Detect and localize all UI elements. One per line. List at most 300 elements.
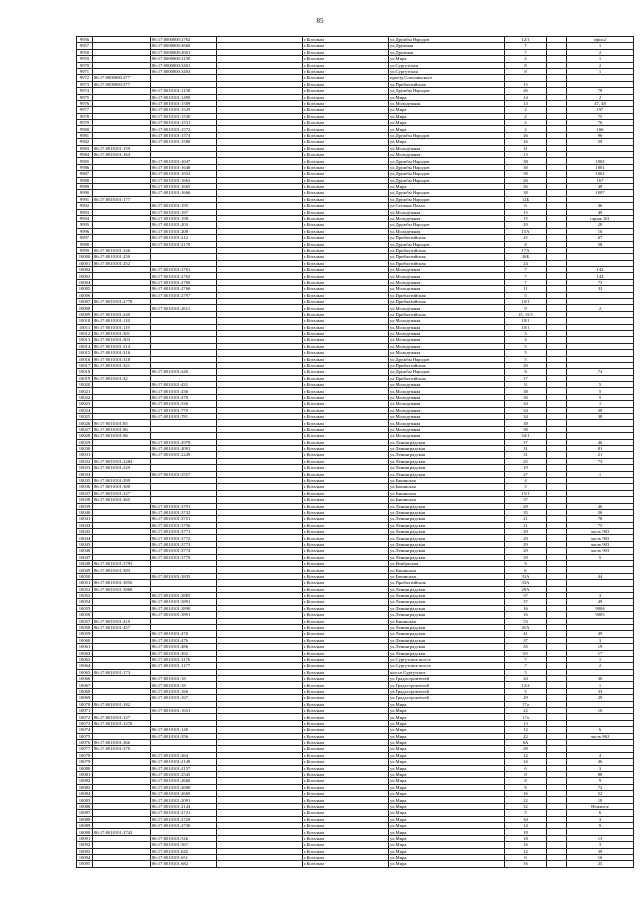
parcel-number-cell: 86:17:0010101:246 [93,247,151,253]
parcel-number-cell: 86:17:0010101:300 [93,484,151,490]
house-cell: 29 [505,503,547,509]
row-number-cell: 10088 [77,816,93,822]
object-number-cell: 86:17:0010101:3779 [151,554,217,560]
premises-cell: 17 [567,650,634,656]
row-number-cell: 10073 [77,720,93,726]
object-number-cell: 86:17:0010101:1666 [151,190,217,196]
street-cell: ул.Прибалтийская [389,299,505,305]
city-cell: г.Когалым [303,465,389,471]
premises-cell: 19 [567,644,634,650]
street-cell: ул.Молодежная [389,343,505,349]
object-number-cell: 86:17:0010101:682 [151,861,217,867]
premises-cell: 29 [567,695,634,701]
object-number-cell: 86:17:0010101:1176 [151,656,217,662]
page-number: 85 [316,17,324,25]
parcel-number-cell: 86:17:0010101:3856 [93,580,151,586]
premises-cell: 1 [567,656,634,662]
premises-cell: 20 [567,222,634,228]
street-cell: ул.Ленинградская [389,586,505,592]
house-cell: 6 [505,855,547,861]
city-cell: г.Когалым [303,401,389,407]
street-cell: ул.Прибалтийская [389,375,505,381]
city-cell: г.Когалым [303,56,389,62]
house-cell: 13 [505,152,547,158]
premises-cell: 46 [567,503,634,509]
street-cell: ул.Мира [389,829,505,835]
row-number-cell: 9988 [77,177,93,183]
row-number-cell: 10012 [77,330,93,336]
city-cell: г.Когалым [303,612,389,618]
premises-cell: гараж 101 [567,215,634,221]
street-cell: ул.Прибалтийская [389,362,505,368]
city-cell: г.Когалым [303,164,389,170]
house-cell: 29А [505,586,547,592]
house-cell: 5 [505,350,547,356]
row-number-cell: 10078 [77,752,93,758]
house-cell: 29 [505,222,547,228]
city-cell: г.Когалым [303,273,389,279]
house-cell: 8 [505,68,547,74]
house-cell: 14 [505,823,547,829]
premises-cell: 144 [567,273,634,279]
street-cell: ул.Молодежная [389,279,505,285]
object-number-cell: 86:17:0000000:3401 [151,62,217,68]
street-cell: ул.Ленинградская [389,535,505,541]
object-number-cell: 86:17:0010101:478 [151,394,217,400]
street-cell: ул.Молодежная [389,433,505,439]
row-number-cell: 10091 [77,835,93,841]
street-cell: ул.Мира [389,784,505,790]
row-number-cell: 10075 [77,733,93,739]
parcel-number-cell: 86:17:0010101:365 [93,497,151,503]
house-cell: 27 [505,471,547,477]
premises-cell: 56 [567,509,634,515]
street-cell: ул.Мира [389,797,505,803]
street-cell: ул.Градостроителей [389,682,505,688]
street-cell: ул.Ленинградская [389,650,505,656]
object-number-cell: 86:17:0010101:2144 [151,803,217,809]
house-cell: 5 [505,484,547,490]
city-cell: г.Когалым [303,803,389,809]
house-cell: 32 [505,803,547,809]
street-cell: ул.Дружбы Народов [389,37,505,43]
city-cell: г.Когалым [303,484,389,490]
row-number-cell: 10042 [77,522,93,528]
house-cell: 37 [505,592,547,598]
city-cell: г.Когалым [303,829,389,835]
row-number-cell: 10092 [77,842,93,848]
row-number-cell: 10015 [77,350,93,356]
city-cell: г.Когалым [303,49,389,55]
city-cell: г.Когалым [303,746,389,752]
row-number-cell: 10017 [77,362,93,368]
city-cell: г.Когалым [303,739,389,745]
premises-cell: 5 [567,382,634,388]
city-cell: г.Когалым [303,81,389,87]
city-cell: г.Когалым [303,580,389,586]
row-number-cell: 10049 [77,567,93,573]
city-cell: г.Когалым [303,663,389,669]
city-cell: г.Когалым [303,88,389,94]
house-cell: 2 [505,56,547,62]
house-cell: 31 [505,145,547,151]
house-cell: 24 [505,260,547,266]
object-number-cell: 86:17:0010101:166 [151,688,217,694]
street-cell: ул.Мира [389,842,505,848]
street-cell: ул.Молодежная [389,267,505,273]
city-cell: г.Когалым [303,120,389,126]
street-cell: ул.Дружбы Народов [389,356,505,362]
row-number-cell: 10033 [77,465,93,471]
street-cell: ул.Сургутское шоссе [389,656,505,662]
parcel-number-cell: 86:17:0010101:3868 [93,586,151,592]
street-cell: ул.Дружбы Народов [389,132,505,138]
house-cell: 37 [505,497,547,503]
object-number-cell: 86:17:0010101:1648 [151,164,217,170]
street-cell: ул.Степана Повха [389,203,505,209]
object-number-cell: 86:17:0010101:3772 [151,535,217,541]
row-number-cell: 10083 [77,784,93,790]
house-cell: 8 [505,369,547,375]
row-number-cell: 9959 [77,56,93,62]
row-number-cell: 10046 [77,548,93,554]
street-cell: ул.Молодежная [389,401,505,407]
parcel-number-cell: 86:17:0010101:370 [93,746,151,752]
object-number-cell: 86:17:0010101:526 [151,835,217,841]
street-cell: ул.Прибалтийская [389,260,505,266]
row-number-cell: 9997 [77,235,93,241]
street-cell: ул.Мира [389,855,505,861]
object-number-cell: 86:17:0010101:567 [151,842,217,848]
street-cell: ул.Молодежная [389,394,505,400]
house-cell: 9 [505,305,547,311]
row-number-cell: 10034 [77,471,93,477]
street-cell: ул.Ленинградская [389,503,505,509]
premises-cell: 13 [567,835,634,841]
object-number-cell: 86:17:0010101:2669 [151,791,217,797]
street-cell: ул.Дружбы Народов [389,164,505,170]
street-cell: ул.Прибалтийская [389,254,505,260]
city-cell: г.Когалым [303,592,389,598]
parcel-number-cell: 86:17:0010101:182 [93,701,151,707]
parcel-number-cell: 86:17:0010101:301 [93,330,151,336]
city-cell: г.Когалым [303,605,389,611]
row-number-cell: 10062 [77,650,93,656]
row-number-cell: 10037 [77,490,93,496]
city-cell: г.Когалым [303,369,389,375]
row-number-cell: 9974 [77,88,93,94]
street-cell: ул.Молодежная [389,145,505,151]
premises-cell: 73 [567,458,634,464]
house-cell: 17а [505,714,547,720]
city-cell: г.Когалым [303,727,389,733]
object-number-cell: 86:17:0010101:264 [151,752,217,758]
premises-cell: 46 [567,203,634,209]
city-cell: г.Когалым [303,477,389,483]
premises-cell: 67 [567,235,634,241]
street-cell: ул.Ленинградская [389,541,505,547]
premises-cell: часть 903 [567,535,634,541]
premises-cell: часть 903 [567,529,634,535]
city-cell: г.Когалым [303,586,389,592]
house-cell: 2 [505,107,547,113]
premises-cell: 9005 [567,612,634,618]
object-number-cell: 86:17:0010101:1580 [151,139,217,145]
house-cell: 2 [505,113,547,119]
house-cell: 3 [505,330,547,336]
city-cell: г.Когалым [303,222,389,228]
object-number-cell: 86:17:0010101:1490 [151,94,217,100]
city-cell: г.Когалым [303,778,389,784]
house-cell: 25 [505,235,547,241]
street-cell: ул.Мира [389,720,505,726]
street-cell: ул.Прибалтийская [389,235,505,241]
house-cell: 16 [505,842,547,848]
row-number-cell: 10047 [77,554,93,560]
row-number-cell: 10080 [77,765,93,771]
street-cell: ул.Градостроителей [389,688,505,694]
street-cell: ул.Мира [389,791,505,797]
row-number-cell: 9984 [77,152,93,158]
street-cell: ул.Мира [389,771,505,777]
city-cell: г.Когалым [303,561,389,567]
row-number-cell: 10025 [77,414,93,420]
row-number-cell: 10052 [77,586,93,592]
premises-cell: 5 [567,394,634,400]
premises-cell: 72 [567,784,634,790]
object-number-cell: 86:17:0010101:1647 [151,158,217,164]
street-cell: ул.Мира [389,848,505,854]
street-cell: ул.Сургутское шоссе [389,663,505,669]
row-number-cell: 10053 [77,592,93,598]
row-number-cell: 10070 [77,701,93,707]
street-cell: ул.Дружбы Народов [389,88,505,94]
city-cell: г.Когалым [303,260,389,266]
street-cell: ул.Мира [389,816,505,822]
row-number-cell: 10057 [77,618,93,624]
house-cell: 12Б [505,196,547,202]
premises-cell: 142 [567,267,634,273]
street-cell: ул.Градостроителей [389,676,505,682]
street-cell: ул.Бакинская [389,567,505,573]
city-cell: г.Когалым [303,701,389,707]
row-number-cell: 10074 [77,727,93,733]
row-number-cell: 10058 [77,624,93,630]
house-cell: 7 [505,656,547,662]
row-number-cell: 9972 [77,75,93,81]
city-cell: г.Когалым [303,311,389,317]
row-number-cell: 9990 [77,190,93,196]
premises-cell: 1002 [567,158,634,164]
city-cell: г.Когалым [303,286,389,292]
city-cell: г.Когалым [303,548,389,554]
street-cell: ул.Ленинградская [389,439,505,445]
premises-cell: 1 [567,401,634,407]
object-number-cell: 86:17:0010101:2761 [151,267,217,273]
object-number-cell: 86:17:0010101:470 [151,631,217,637]
house-cell: 38 [505,388,547,394]
parcel-number-cell: 86:17:0010101:177 [93,196,151,202]
object-number-cell: 86:17:0010101:1663 [151,177,217,183]
row-number-cell: 10089 [77,823,93,829]
street-cell: ул.Ленинградская [389,516,505,522]
house-cell: 34/1 [505,433,547,439]
object-number-cell: 86:17:0010101:2690 [151,784,217,790]
street-cell: ул.Мира [389,778,505,784]
object-number-cell: 86:17:0010101:1574 [151,132,217,138]
parcel-number-cell: 86:17:0010101:383 [93,567,151,573]
street-cell: ул.Мира [389,701,505,707]
city-cell: г.Когалым [303,433,389,439]
row-number-cell: 9982 [77,139,93,145]
street-cell: ул.Молодежная [389,407,505,413]
premises-cell: 197 [567,107,634,113]
house-cell: 12 [505,848,547,854]
row-number-cell: 10028 [77,433,93,439]
house-cell: 8 [505,778,547,784]
object-number-cell: 86:17:0010101:651 [151,855,217,861]
house-cell: 33А [505,580,547,586]
premises-cell: 46 [567,759,634,765]
row-number-cell: 10056 [77,612,93,618]
row-number-cell: 10027 [77,426,93,432]
object-number-cell: 86:17:0010101:208 [151,228,217,234]
city-cell: г.Когалым [303,375,389,381]
house-cell: 26 [505,88,547,94]
premises-cell: 78 [567,88,634,94]
city-cell: г.Когалым [303,714,389,720]
city-cell: г.Когалым [303,356,389,362]
street-cell: ул.Молодежная [389,305,505,311]
street-cell: ул.Молодежная [389,318,505,324]
house-cell: 35 [505,644,547,650]
house-cell: 29 [505,554,547,560]
row-number-cell: 10003 [77,273,93,279]
premises-cell: 2 [567,49,634,55]
premises-cell: 16 [567,855,634,861]
street-cell: ул.Бакинская [389,484,505,490]
city-cell: г.Когалым [303,337,389,343]
premises-cell: 10 [567,708,634,714]
city-cell: г.Когалым [303,382,389,388]
city-cell: г.Когалым [303,516,389,522]
city-cell: г.Когалым [303,196,389,202]
house-cell: 28 [505,746,547,752]
row-number-cell: 10063 [77,656,93,662]
house-cell: 33А [505,573,547,579]
row-number-cell: 10048 [77,561,93,567]
house-cell: 8 [505,241,547,247]
house-cell: 38 [505,420,547,426]
street-cell: ул.Дружбы Народов [389,190,505,196]
street-cell: ул.Ленинградская [389,599,505,605]
parcel-number-cell: 86:17:0010101:419 [93,618,151,624]
row-number-cell: 10055 [77,605,93,611]
house-cell: 13 [505,100,547,106]
object-number-cell: 86:17:0010101:2766 [151,286,217,292]
city-cell: г.Когалым [303,458,389,464]
house-cell: 15 [505,209,547,215]
object-number-cell: 86:17:0010101:2091 [151,797,217,803]
object-number-cell: 86:17:0000000:2601 [151,49,217,55]
row-number-cell: 10068 [77,688,93,694]
street-cell: ул.Мира [389,803,505,809]
street-cell: ул.Ленинградская [389,592,505,598]
street-cell: ул.Молодежная [389,209,505,215]
premises-cell: 49 [567,631,634,637]
street-cell: ул.Ноябрьская [389,561,505,567]
parcel-number-cell: 86:17:0010101:250 [93,254,151,260]
object-number-cell: 86:17:0010101:3891 [151,612,217,618]
object-number-cell: 86:17:0010101:3756 [151,522,217,528]
street-cell: ул.Молодежная [389,426,505,432]
premises-cell: 1002 [567,171,634,177]
premises-cell: 3 [567,842,634,848]
premises-cell: 3 [567,637,634,643]
city-cell: г.Когалым [303,414,389,420]
house-cell: 7 [505,43,547,49]
street-cell: ул.Мира [389,113,505,119]
city-cell: г.Когалым [303,446,389,452]
row-number-cell: 10081 [77,771,93,777]
object-number-cell: 86:17:0010101:18 [151,682,217,688]
city-cell: г.Когалым [303,362,389,368]
parcel-number-cell: 86:17:0010101:86 [93,426,151,432]
row-number-cell: 10020 [77,382,93,388]
row-number-cell: 10072 [77,714,93,720]
house-cell: 17А [505,247,547,253]
street-cell: ул.Ленинградская [389,471,505,477]
street-cell: ул.Мира [389,708,505,714]
object-number-cell: 86:17:0010101:18 [151,676,217,682]
city-cell: г.Когалым [303,318,389,324]
row-number-cell: 9958 [77,49,93,55]
city-cell: г.Когалым [303,688,389,694]
premises-cell: Нежилое [567,803,634,809]
premises-cell: 18 [567,797,634,803]
table-row [77,861,634,867]
street-cell: ул.Мира [389,139,505,145]
premises-cell: 76 [567,120,634,126]
parcel-number-cell: 86:17:0010101:252 [93,260,151,266]
city-cell: г.Когалым [303,107,389,113]
street-cell: ул.Мира [389,120,505,126]
row-number-cell: 9998 [77,241,93,247]
object-number-cell: 86:17:0000000:2762 [151,37,217,43]
row-number-cell: 10077 [77,746,93,752]
row-number-cell: 10045 [77,541,93,547]
street-cell: ул.Мира [389,765,505,771]
house-cell: 11 [505,286,547,292]
object-number-cell: 86:17:0010101:1177 [151,663,217,669]
house-cell: 5 [505,810,547,816]
city-cell: г.Когалым [303,509,389,515]
parcel-number-cell: 86:17:0010101:327 [93,490,151,496]
city-cell: г.Когалым [303,637,389,643]
premises-cell: 1 [567,68,634,74]
row-number-cell: 9970 [77,62,93,68]
row-number-cell: 10086 [77,803,93,809]
row-number-cell: 10008 [77,305,93,311]
house-cell: 41 [505,631,547,637]
object-number-cell: 86:17:0010101:1572 [151,126,217,132]
house-cell: 12/1 [505,37,547,43]
street-cell: ул.Ленинградская [389,605,505,611]
city-cell: г.Когалым [303,183,389,189]
city-cell: г.Когалым [303,330,389,336]
house-cell: 2 [505,120,547,126]
row-number-cell: 10031 [77,452,93,458]
